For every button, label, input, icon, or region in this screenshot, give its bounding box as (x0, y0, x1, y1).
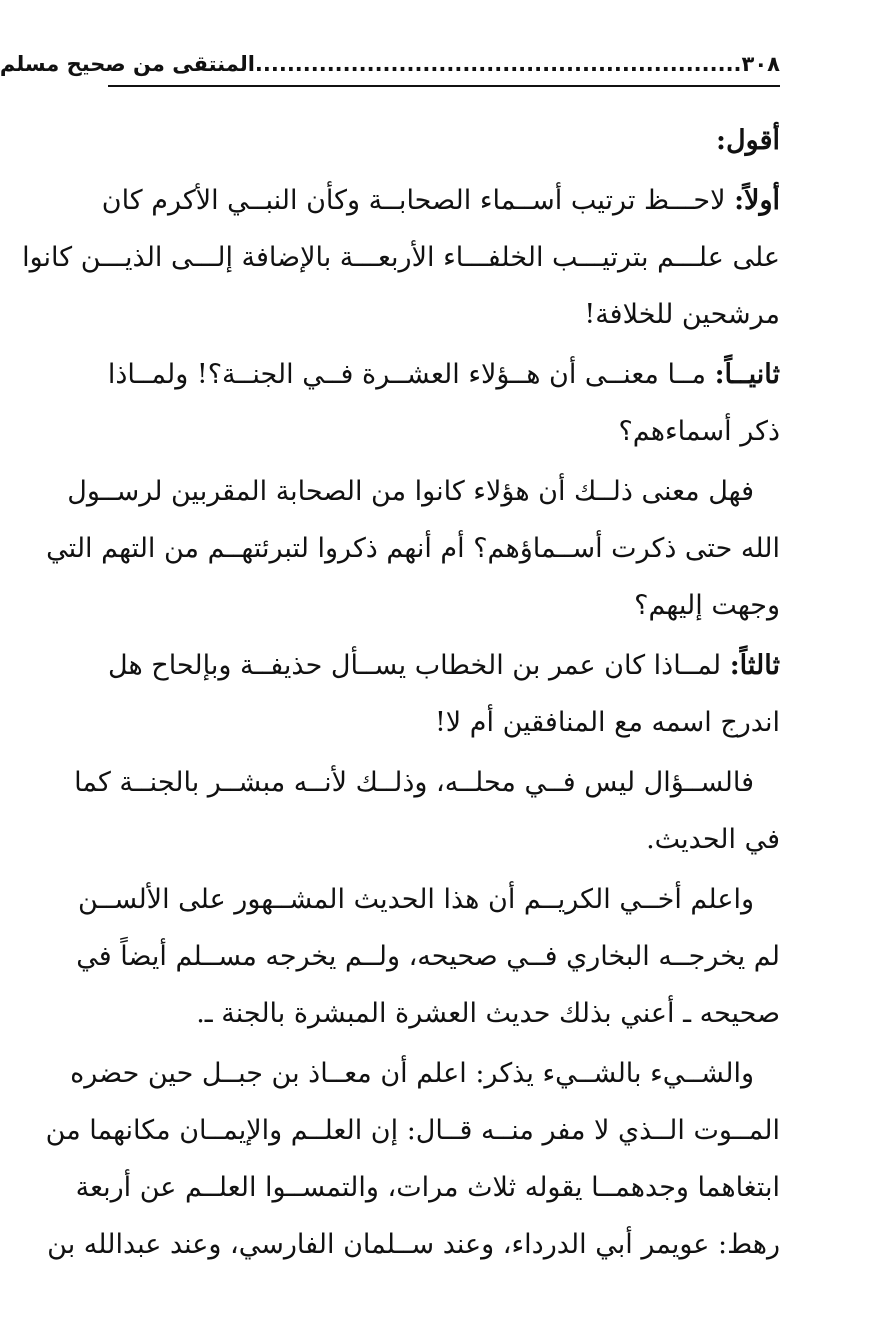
text-line (108, 811, 780, 868)
paragraph (108, 637, 780, 751)
header-rule (108, 85, 780, 87)
line-text: وجهت إليهم؟ (634, 590, 780, 621)
paragraph-gap (108, 1273, 780, 1276)
paragraph-lead-label: ثالثاً: (729, 650, 780, 681)
text-line (46, 520, 780, 577)
line-text: في الحديث. (646, 824, 780, 855)
line-text: مرشحين للخلافة! (584, 299, 780, 330)
text-line (108, 286, 780, 343)
text-line (108, 577, 780, 634)
paragraph (108, 346, 780, 460)
text-line (101, 172, 780, 229)
text-line (108, 403, 780, 460)
text-line (47, 1216, 780, 1273)
line-text: والشــيء بالشــيء يذكر: اعلم أن معــاذ بن جبــل حين حضره (70, 1058, 754, 1089)
text-line (108, 637, 780, 694)
line-text: الله حتى ذكرت أســماؤهم؟ أم أنهم ذكروا لتبرئتهــم من التهم التي (46, 533, 780, 564)
title-leader-dots: ............................................................. (254, 51, 742, 76)
text-line (108, 985, 780, 1042)
text-line (75, 1159, 780, 1216)
paragraph (45, 1045, 780, 1273)
line-text: فالســؤال ليس فــي محلــه، وذلــك لأنــه مبشــر بالجنــة كما (74, 767, 754, 798)
page-number: ٣٠٨ (741, 51, 780, 76)
paragraph (22, 172, 780, 343)
paragraph (46, 463, 780, 634)
text-line (45, 1102, 780, 1159)
text-line (70, 1045, 780, 1102)
paragraph (108, 112, 780, 169)
line-text: ابتغاهما وجدهمــا يقوله ثلاث مرات، والتمســوا العلــم عن أربعة (75, 1172, 780, 1203)
line-text: لمــاذا كان عمر بن الخطاب يســأل حذيفــة وبإلحاح هل (108, 650, 730, 681)
text-line (108, 694, 780, 751)
line-text: مــا معنــى أن هــؤلاء العشــرة فــي الجنــة؟! ولمــاذا (107, 359, 715, 390)
text-line (78, 871, 780, 928)
text-line (67, 463, 780, 520)
text-line (22, 229, 780, 286)
paragraph-lead-label: أقول: (716, 125, 780, 156)
line-text: واعلم أخــي الكريــم أن هذا الحديث المشــهور على الألســن (78, 884, 754, 915)
line-text: رهط: عويمر أبي الدرداء، وعند ســلمان الفارسي، وعند عبدالله بن (47, 1229, 780, 1260)
line-text: فهل معنى ذلــك أن هؤلاء كانوا من الصحابة المقربين لرســول (67, 476, 754, 507)
line-text: لم يخرجــه البخاري فــي صحيحه، ولــم يخرجه مســلم أيضاً في (76, 941, 780, 972)
line-text: ذكر أسماءهم؟ (618, 416, 780, 447)
paragraph (74, 754, 780, 868)
title-text: المنتقى من صحيح مسلم (0, 51, 255, 76)
paragraph (76, 871, 780, 1042)
line-text: صحيحه ـ أعني بذلك حديث العشرة المبشرة بالجنة ـ. (196, 998, 780, 1029)
text-line (108, 346, 780, 403)
text-line (74, 754, 780, 811)
line-text: اندرج اسمه مع المنافقين أم لا! (434, 707, 780, 738)
paragraph-lead-label: أولاً: (734, 185, 780, 216)
line-text: على علـــم بترتيـــب الخلفـــاء الأربعـــة بالإضافة إلـــى الذيـــن كانوا (22, 242, 780, 273)
line-text: المــوت الــذي لا مفر منــه قــال: إن العلــم والإيمــان مكانهما من (45, 1115, 780, 1146)
text-line (76, 928, 780, 985)
running-header (0, 38, 780, 78)
book-title (0, 51, 742, 78)
line-text: لاحـــظ ترتيب أســماء الصحابــة وكأن النبــي الأكرم كان (101, 185, 735, 216)
text-line (108, 112, 780, 169)
body-text (22, 112, 780, 1276)
paragraph-lead-label: ثانيــاً: (714, 359, 780, 390)
